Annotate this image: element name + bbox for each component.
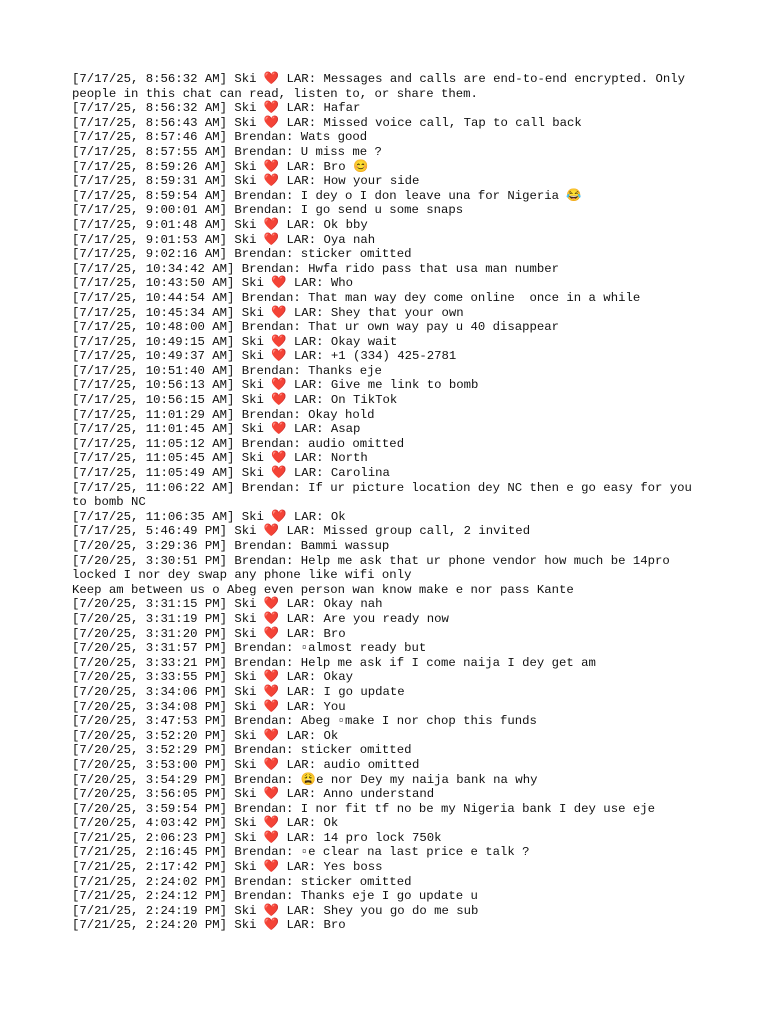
transcript-line: [7/20/25, 3:31:20 PM] Ski ❤️ LAR: Bro (72, 626, 346, 641)
transcript-line: [7/20/25, 4:03:42 PM] Ski ❤️ LAR: Ok (72, 816, 339, 831)
transcript-line: [7/17/25, 9:01:53 AM] Ski ❤️ LAR: Oya nah (72, 232, 376, 247)
transcript-line: [7/17/25, 11:06:22 AM] Brendan: If ur picture location dey NC then e go easy for you to bomb NC (72, 480, 700, 510)
transcript-line: [7/21/25, 2:24:02 PM] Brendan: sticker omitted (72, 874, 412, 889)
transcript-line: [7/20/25, 3:34:08 PM] Ski ❤️ LAR: You (72, 699, 346, 714)
transcript-line: [7/17/25, 10:44:54 AM] Brendan: That man way dey come online once in a while (72, 290, 641, 305)
transcript-line: [7/17/25, 11:05:45 AM] Ski ❤️ LAR: North (72, 451, 368, 466)
transcript-line: [7/17/25, 10:49:15 AM] Ski ❤️ LAR: Okay wait (72, 334, 398, 349)
transcript-line: [7/17/25, 8:56:32 AM] Ski ❤️ LAR: Messages and calls are end-to-end encrypted. Only people in this chat can read, listen to, or share them. (72, 72, 693, 101)
transcript-line: [7/17/25, 8:56:43 AM] Ski ❤️ LAR: Missed voice call, Tap to call back (72, 115, 582, 130)
transcript-line: [7/21/25, 2:06:23 PM] Ski ❤️ LAR: 14 pro lock 750k (72, 830, 442, 845)
transcript-line: [7/20/25, 3:31:57 PM] Brendan: ▫almost ready but (72, 641, 427, 656)
transcript-line: [7/17/25, 8:59:54 AM] Brendan: I dey o I don leave una for Nigeria 😂 (72, 188, 582, 203)
transcript-line: [7/17/25, 8:57:46 AM] Brendan: Wats good (72, 130, 368, 145)
transcript-line: [7/17/25, 11:05:49 AM] Ski ❤️ LAR: Carolina (72, 466, 390, 481)
transcript-line: [7/17/25, 10:49:37 AM] Ski ❤️ LAR: +1 (334) 425-2781 (72, 349, 457, 364)
transcript-line: [7/21/25, 2:16:45 PM] Brendan: ▫e clear na last price e talk ? (72, 845, 530, 860)
transcript-line: [7/17/25, 10:56:15 AM] Ski ❤️ LAR: On TikTok (72, 393, 398, 408)
transcript-line: [7/17/25, 9:02:16 AM] Brendan: sticker omitted (72, 247, 412, 262)
transcript-line: [7/17/25, 10:48:00 AM] Brendan: That ur own way pay u 40 disappear (72, 320, 560, 335)
transcript-line: [7/20/25, 3:31:19 PM] Ski ❤️ LAR: Are you ready now (72, 611, 449, 626)
transcript-line: [7/20/25, 3:53:00 PM] Ski ❤️ LAR: audio omitted (72, 757, 420, 772)
transcript-line: [7/17/25, 11:05:12 AM] Brendan: audio omitted (72, 436, 405, 451)
transcript-line: [7/17/25, 9:00:01 AM] Brendan: I go send u some snaps (72, 203, 464, 218)
transcript-line: [7/20/25, 3:56:05 PM] Ski ❤️ LAR: Anno understand (72, 787, 435, 802)
transcript-line: [7/17/25, 8:59:31 AM] Ski ❤️ LAR: How your side (72, 174, 420, 189)
transcript-line: [7/17/25, 8:59:26 AM] Ski ❤️ LAR: Bro 😊 (72, 159, 369, 174)
transcript-line: [7/20/25, 3:47:53 PM] Brendan: Abeg ▫make I nor chop this funds (72, 714, 537, 729)
transcript-line: [7/21/25, 2:24:19 PM] Ski ❤️ LAR: Shey you go do me sub (72, 903, 479, 918)
transcript-line: [7/21/25, 2:24:20 PM] Ski ❤️ LAR: Bro (72, 918, 346, 933)
transcript-line: [7/20/25, 3:29:36 PM] Brendan: Bammi wassup (72, 539, 390, 553)
transcript-line: [7/17/25, 10:51:40 AM] Brendan: Thanks eje (72, 363, 382, 378)
transcript-line: [7/20/25, 3:33:55 PM] Ski ❤️ LAR: Okay (72, 670, 353, 685)
transcript-line: [7/17/25, 10:43:50 AM] Ski ❤️ LAR: Who (72, 276, 353, 291)
transcript-line: [7/20/25, 3:30:51 PM] Brendan: Help me ask that ur phone vendor how much be 14pro locked I nor dey swap any phone like wifi only (72, 553, 678, 583)
transcript-line: [7/17/25, 11:01:45 AM] Ski ❤️ LAR: Asap (72, 422, 361, 437)
transcript-line: [7/21/25, 2:17:42 PM] Ski ❤️ LAR: Yes boss (72, 860, 383, 875)
transcript-line: [7/20/25, 3:59:54 PM] Brendan: I nor fit tf no be my Nigeria bank I dey use eje (72, 801, 655, 816)
transcript-line: [7/20/25, 3:52:29 PM] Brendan: sticker omitted (72, 743, 412, 758)
transcript-line: [7/20/25, 3:52:20 PM] Ski ❤️ LAR: Ok (72, 728, 339, 743)
transcript-line: [7/20/25, 3:31:15 PM] Ski ❤️ LAR: Okay nah (72, 597, 383, 612)
transcript-line: [7/17/25, 10:45:34 AM] Ski ❤️ LAR: Shey that your own (72, 305, 464, 320)
transcript-line: [7/17/25, 8:57:55 AM] Brendan: U miss me ? (72, 144, 382, 159)
transcript-line: [7/17/25, 10:56:13 AM] Ski ❤️ LAR: Give me link to bomb (72, 378, 479, 393)
transcript-line: [7/17/25, 10:34:42 AM] Brendan: Hwfa rido pass that usa man number (72, 261, 560, 276)
transcript-line: [7/20/25, 3:34:06 PM] Ski ❤️ LAR: I go update (72, 684, 405, 699)
transcript-line: [7/17/25, 11:01:29 AM] Brendan: Okay hold (72, 407, 375, 422)
chat-transcript (72, 72, 712, 933)
transcript-line: [7/21/25, 2:24:12 PM] Brendan: Thanks eje I go update u (72, 889, 478, 904)
transcript-line: [7/20/25, 3:33:21 PM] Brendan: Help me ask if I come naija I dey get am (72, 655, 596, 670)
transcript-line: [7/17/25, 8:56:32 AM] Ski ❤️ LAR: Hafar (72, 101, 361, 116)
transcript-line: [7/17/25, 9:01:48 AM] Ski ❤️ LAR: Ok bby (72, 217, 368, 232)
transcript-line: [7/20/25, 3:54:29 PM] Brendan: 😩e nor Dey my naija bank na why (72, 772, 538, 787)
transcript-line: Keep am between us o Abeg even person wan know make e nor pass Kante (72, 582, 574, 597)
transcript-line: [7/17/25, 11:06:35 AM] Ski ❤️ LAR: Ok (72, 509, 346, 524)
transcript-line: [7/17/25, 5:46:49 PM] Ski ❤️ LAR: Missed group call, 2 invited (72, 524, 531, 539)
